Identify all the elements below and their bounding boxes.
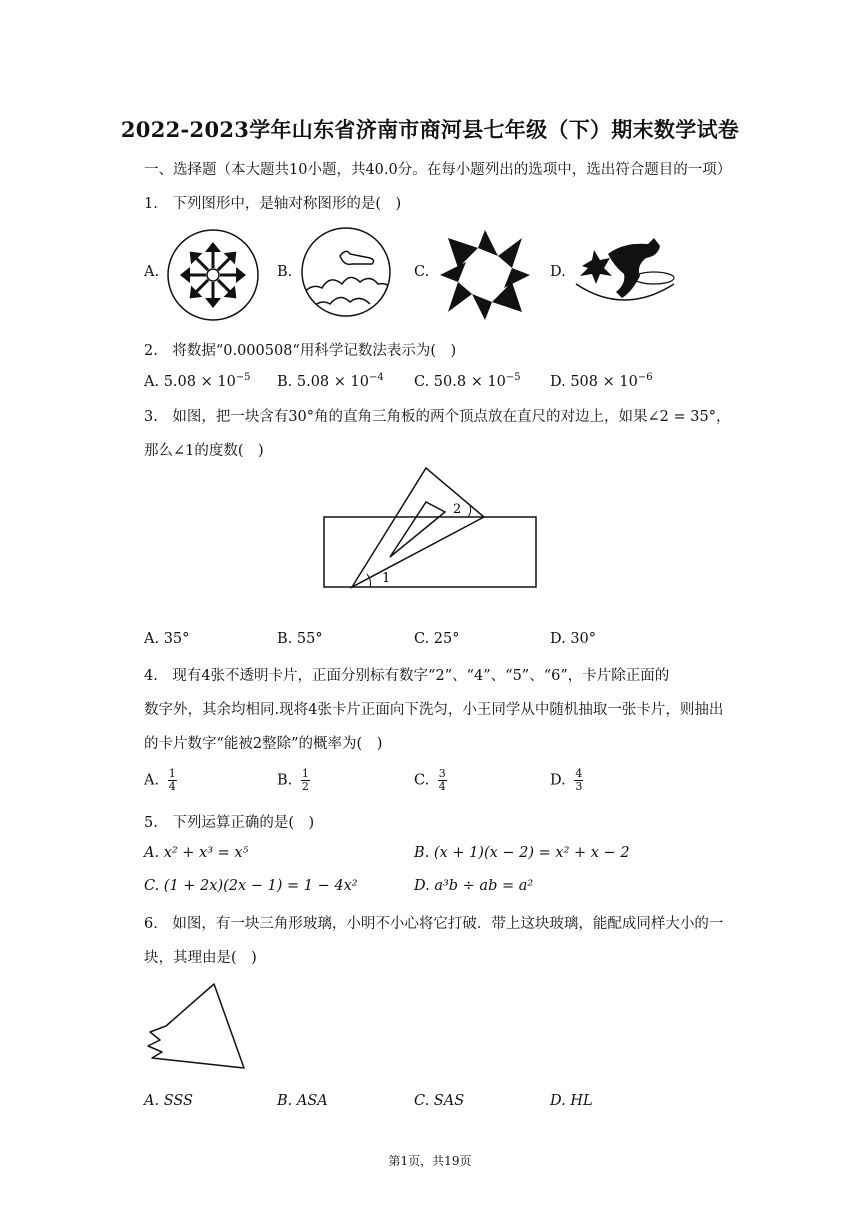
question-3-stem-line2: 那么∠1的度数( ) [144,443,264,459]
q1-option-b-label: B. [277,264,293,280]
q3-option-c: C. 25° [414,631,460,647]
question-3-stem-line1: 3. 如图，把一块含有30°角的直角三角板的两个顶点放在直尺的对边上，如果∠2 = 35°， [144,409,731,425]
snowflake-circle-figure [166,228,260,322]
q6-option-d: D. HL [550,1093,593,1109]
q4-option-c: C. $\frac{3}{4}$ [414,767,446,793]
star-frame-figure [438,228,532,322]
question-4-stem-line1: 4. 现有4张不透明卡片，正面分别标有数字“2”、“4”、“5”、“6”，卡片除正面的 [144,668,670,684]
q6-option-a: A. SSS [144,1093,193,1109]
q5-option-b: B. (x + 1)(x − 2) = x² + x − 2 [414,845,630,861]
question-4-stem-line2: 数字外，其余均相同.现将4张卡片正面向下洗匀，小王同学从中随机抽取一张卡片，则抽出 [144,702,724,718]
q1-option-a-label: A. [144,264,160,280]
question-4-stem-line3: 的卡片数字“能被2整除”的概率为( ) [144,736,383,752]
question-2-stem: 2. 将数据“0.000508“用科学记数法表示为( ) [144,343,457,359]
angle-1-label: 1 [382,571,391,586]
ruler-triangle-figure [320,462,542,592]
q5-option-d: D. a³b ÷ ab = a² [414,878,534,894]
q5-option-c: C. (1 + 2x)(2x − 1) = 1 − 4x² [144,878,358,894]
q2-option-c: C. $50.8 \times 10^{-5}$ [414,372,521,390]
question-6-stem-line1: 6. 如图，有一块三角形玻璃，小明不小心将它打破．带上这块玻璃，能配成同样大小的一 [144,916,724,932]
q4-option-d: D. $\frac{4}{3}$ [550,767,583,793]
page-footer: 第1页，共19页 [388,1154,472,1168]
q2-option-b: B. $5.08 \times 10^{-4}$ [277,372,384,390]
page-title: 2022-2023学年山东省济南市商河县七年级（下）期末数学试卷 [120,117,740,142]
question-6-stem-line2: 块，其理由是( ) [144,950,257,966]
q5-option-a: A. x² + x³ = x⁵ [144,845,249,861]
q3-option-d: D. 30° [550,631,597,647]
angle-2-label: 2 [453,502,462,517]
q2-option-a: A. $5.08 \times 10^{-5}$ [144,372,251,390]
question-5-stem: 5. 下列运算正确的是( ) [144,815,315,831]
q4-option-a: A. $\frac{1}{4}$ [144,767,176,793]
section-heading: 一、选择题（本大题共10小题，共40.0分。在每小题列出的选项中，选出符合题目的一项） [144,162,732,178]
q1-option-c-label: C. [414,264,430,280]
q3-option-a: A. 35° [144,631,190,647]
q6-option-b: B. ASA [277,1093,328,1109]
q3-option-b: B. 55° [277,631,323,647]
cloud-plane-circle-figure [300,226,392,318]
q6-option-c: C. SAS [414,1093,465,1109]
skater-figure [574,236,678,312]
q4-option-b: B. $\frac{1}{2}$ [277,767,309,793]
q2-option-d: D. $508 \times 10^{-6}$ [550,372,653,390]
question-1-stem: 1. 下列图形中，是轴对称图形的是( ) [144,196,402,212]
q1-option-d-label: D. [550,264,566,280]
broken-triangle-figure [144,982,248,1072]
